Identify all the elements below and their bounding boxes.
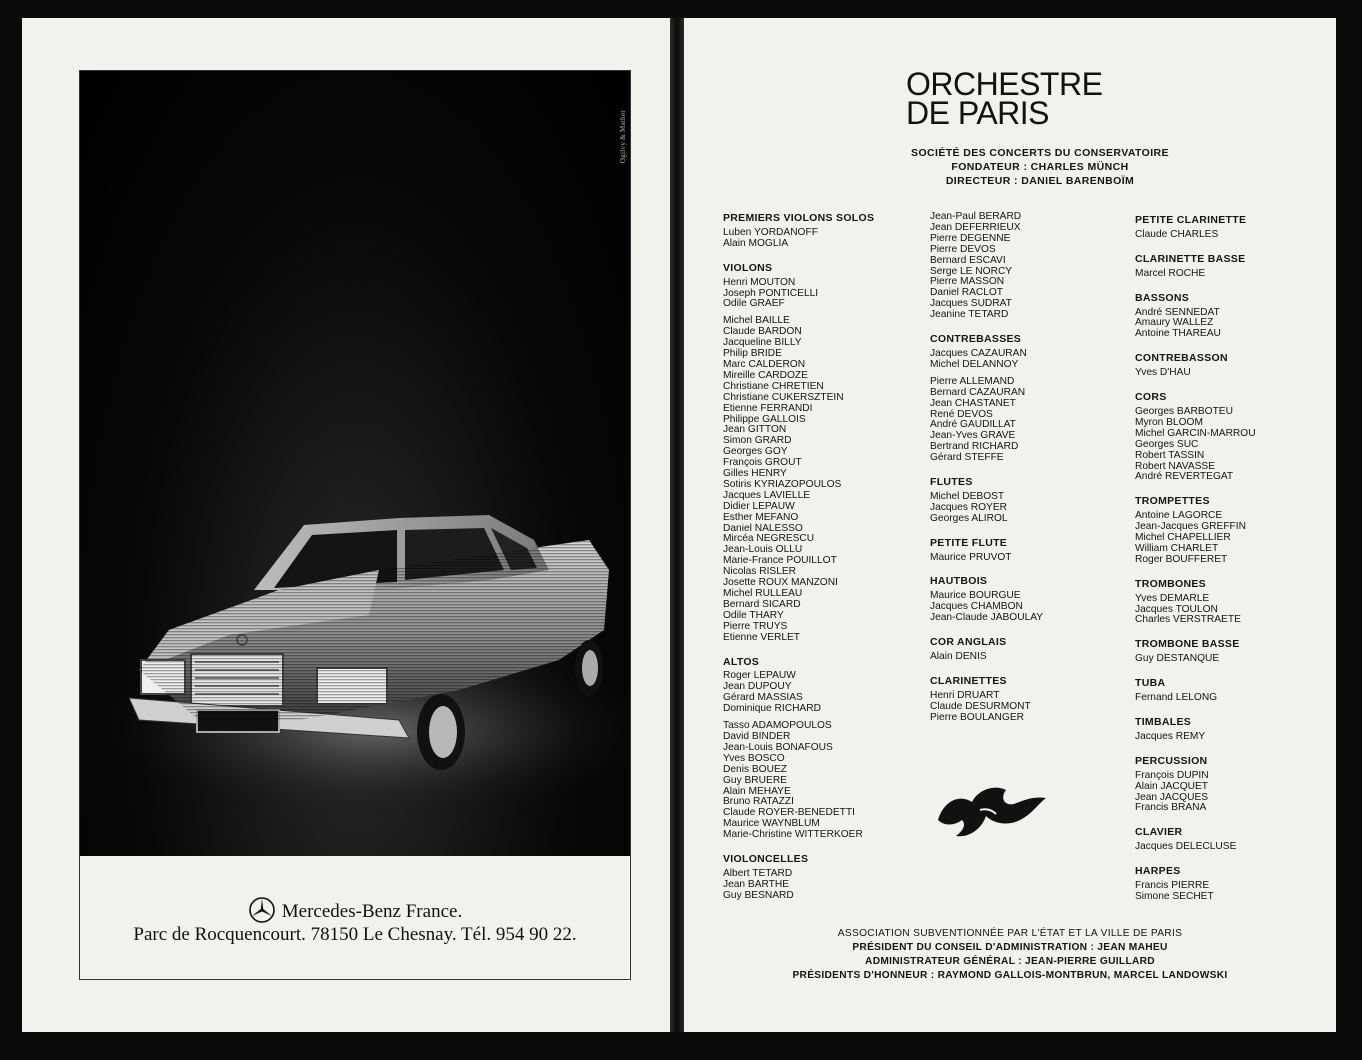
roster-column-1 [723,213,923,908]
musician-name: André GAUDILLAT [930,419,1016,431]
roster-section [1135,579,1335,627]
president-line: PRÉSIDENT DU CONSEIL D'ADMINISTRATION : JEAN MAHEU [852,942,1168,953]
brand-line [79,896,631,924]
musician-name: Alain DENIS [930,651,987,662]
musician-name: Jacques DELECLUSE [1135,841,1237,853]
roster-section [1135,496,1335,565]
musician-name: Bertrand RICHARD [930,441,1019,453]
section-title: VIOLONS [723,261,773,274]
musician-name: Guy BRUERE [723,774,787,786]
musician-name: Denis BOUEZ [723,763,787,775]
section-title: TROMPETTES [1135,495,1210,508]
name-group [1135,407,1335,483]
name-group [723,671,923,715]
musician-name: Henri DRUART [930,689,1000,701]
roster-section [1135,717,1335,743]
musician-name: Esther MEFANO [723,511,799,523]
musician-name: Yves DEMARLE [1135,592,1210,604]
musician-name: Philippe GALLOIS [723,413,806,425]
roster-section [1135,756,1335,815]
mercedes-star-icon [248,896,276,924]
roster-section [723,657,923,842]
musician-name: Michel DELANNOY [930,358,1019,370]
musician-name: Didier LEPAUW [723,500,795,512]
musician-name: Yves D'HAU [1135,367,1191,379]
musician-name: Daniel NALESSO [723,522,803,534]
roster-section [1135,215,1335,241]
musician-name: Robert NAVASSE [1135,460,1216,472]
musician-name: Pierre MASSON [930,276,1005,288]
roster-column-2 [930,212,1130,730]
musician-name: Jacqueline BILLY [723,337,802,349]
founder-line: FONDATEUR : CHARLES MÜNCH [951,161,1129,173]
musician-name: Michel BAILLE [723,315,790,327]
musician-name: Tasso ADAMOPOULOS [723,720,832,732]
musician-name: Marc CALDERON [723,358,806,370]
roster-section [1135,639,1335,665]
book-spine [670,18,684,1032]
musician-name: Gérard STEFFE [930,452,1004,464]
musician-name: Jean BARTHE [723,878,790,890]
ad-footer [79,856,631,980]
section-title: PERCUSSION [1135,754,1208,767]
roster-section [1135,353,1335,379]
musician-name: Jean-Jacques GREFFIN [1135,521,1246,533]
name-group [1135,308,1335,341]
name-group [1135,230,1335,241]
musician-name: Jeanine TETARD [930,309,1009,321]
name-group [930,652,1130,663]
roster-section [930,477,1130,525]
section-title: HARPES [1135,865,1181,878]
name-group [930,377,1130,464]
name-group [1135,368,1335,379]
section-title: TROMBONE BASSE [1135,638,1240,651]
section-title: CLAVIER [1135,826,1183,839]
musician-name: Alain MOGLIA [723,237,789,249]
musician-name: Antoine THAREAU [1135,328,1221,340]
section-title: CLARINETTE BASSE [1135,252,1246,265]
roster-section [930,576,1130,624]
roster-section [1135,678,1335,704]
musician-name: Georges SUC [1135,438,1199,450]
musician-name: Luben YORDANOFF [723,226,818,238]
musician-name: Henri MOUTON [723,276,796,288]
musician-name: Jacques CAZAURAN [930,347,1027,359]
musician-name: Guy BESNARD [723,889,794,901]
musician-name: Maurice BOURGUE [930,590,1021,602]
administration-footer [684,927,1336,983]
musician-name: Guy DESTANQUE [1135,653,1220,665]
name-group [723,721,923,841]
name-group [1135,511,1335,566]
musician-name: Michel RULLEAU [723,588,803,599]
musician-name: Etienne FERRANDI [723,402,813,414]
musician-name: Marcel ROCHE [1135,267,1206,279]
musician-name: Bruno RATAZZI [723,796,794,808]
musician-name: Claude BARDON [723,326,802,338]
association-line: ASSOCIATION SUBVENTIONNÉE PAR L'ÉTAT ET LA VILLE DE PARIS [837,928,1183,939]
name-group [723,869,923,902]
musician-name: William CHARLET [1135,542,1219,554]
musician-name: Daniel RACLOT [930,287,1004,299]
musician-name: Francis PIERRE [1135,880,1210,892]
section-title: TIMBALES [1135,716,1192,728]
musician-name: Pierre DEGENNE [930,232,1011,244]
roster-section [1135,392,1335,483]
musician-name: David BINDER [723,730,791,742]
dealer-address: Parc de Rocquencourt. 78150 Le Chesnay. Tél. 954 90 22. [133,924,577,945]
musician-name: Pierre DEVOS [930,243,996,255]
section-title: PREMIERS VIOLONS SOLOS [723,212,875,224]
musician-name: René DEVOS [930,408,993,420]
musician-name: Josette ROUX MANZONI [723,577,838,589]
musician-name: François GROUT [723,457,802,469]
musician-name: Bernard CAZAURAN [930,386,1026,398]
musician-name: Antoine LAGORCE [1135,510,1223,522]
musician-name: Albert TETARD [723,867,793,879]
musician-name: Jean GITTON [723,424,787,436]
musician-name: Pierre ALLEMAND [930,375,1015,387]
musician-name: Jean-Claude JABOULAY [930,612,1044,624]
musician-name: Jacques LAVIELLE [723,489,811,501]
musician-name: Michel GARCIN-MARROU [1135,427,1256,439]
musician-name: Jean-Yves GRAVE [930,430,1016,442]
musician-name: Charles VERSTRAETE [1135,614,1241,626]
photo-credit: Ogilvy & Mather [619,110,627,164]
society-line: SOCIÉTÉ DES CONCERTS DU CONSERVATOIRE [911,147,1169,159]
musician-name: Marie-France POUILLOT [723,555,837,567]
musician-name: Michel CHAPELLIER [1135,532,1231,544]
left-page [22,18,670,1032]
musician-name: Jean DEFERRIEUX [930,221,1021,233]
name-group [1135,732,1335,743]
section-title: TUBA [1135,677,1166,690]
musician-name: Jean-Paul BERARD [930,211,1022,222]
section-title: COR ANGLAIS [930,636,1007,649]
section-title: ALTOS [723,655,760,668]
administrator-line: ADMINISTRATEUR GÉNÉRAL : JEAN-PIERRE GUILLARD [865,956,1155,967]
musician-name: Roger BOUFFERET [1135,553,1228,565]
roster-section [723,263,923,644]
musician-name: Yves BOSCO [723,752,785,764]
roster-section [930,538,1130,564]
musician-name: Etienne VERLET [723,631,801,643]
musician-name: Simon GRARD [723,435,792,447]
roster-section [930,334,1130,464]
name-group [930,691,1130,724]
musician-name: Michel DEBOST [930,490,1005,502]
section-title: PETITE FLUTE [930,536,1008,549]
name-group [1135,881,1335,903]
name-group [930,212,1130,321]
name-group [930,492,1130,525]
musician-name: Dominique RICHARD [723,703,821,715]
section-title: PETITE CLARINETTE [1135,214,1247,226]
musician-name: Jacques ROYER [930,501,1008,513]
musician-name: Jean DUPOUY [723,681,792,693]
name-group [1135,771,1335,815]
right-page [684,18,1336,1032]
musician-name: Pierre TRUYS [723,620,788,632]
musician-name: Odile GRAEF [723,298,785,310]
musician-name: Jean-Louis OLLU [723,544,803,556]
musician-name: Serge LE NORCY [930,265,1013,277]
musician-name: Maurice PRUVOT [930,551,1012,563]
musician-name: Claude DESURMONT [930,700,1031,712]
roster-column-3 [1135,215,1335,909]
name-group [1135,269,1335,280]
roster-section [1135,866,1335,903]
musician-name: Alain JACQUET [1135,780,1209,792]
musician-name: Georges BARBOTEU [1135,405,1233,417]
musician-name: Christiane CUKERSZTEIN [723,391,844,403]
roster-section [723,854,923,902]
name-group [723,228,923,250]
musician-name: Mircéa NEGRESCU [723,533,815,545]
musician-name: Claude CHARLES [1135,228,1219,240]
name-group [1135,842,1335,853]
section-title: VIOLONCELLES [723,853,809,866]
roster-section [930,676,1130,724]
musician-name: Christiane CHRETIEN [723,380,824,392]
roster-section [1135,254,1335,280]
bird-emblem-icon [934,780,1054,842]
musician-name: Jacques SUDRAT [930,298,1012,310]
musician-name: Jacques TOULON [1135,603,1218,615]
name-group [1135,594,1335,627]
title-line-2: DE PARIS [906,95,1049,131]
musician-name: Bernard SICARD [723,598,801,610]
musician-name: Pierre BOULANGER [930,711,1024,723]
musician-name: Jean JACQUES [1135,791,1209,803]
musician-name: Philip BRIDE [723,348,782,360]
musician-name: Jean CHASTANET [930,397,1016,409]
roster-section [1135,293,1335,341]
roster-section [723,213,923,250]
title-line-1: ORCHESTRE [906,66,1103,102]
roster-section [930,212,1130,321]
musician-name: Jacques CHAMBON [930,601,1023,613]
orchestra-title [906,66,1103,131]
car-illustration [79,70,631,856]
musician-name: Alain MEHAYE [723,785,791,797]
musician-name: Jacques REMY [1135,730,1206,742]
name-group [930,349,1130,371]
musician-name: Fernand LELONG [1135,692,1218,704]
name-group [1135,654,1335,665]
section-title: CONTREBASSES [930,333,1022,346]
honorary-presidents-line: PRÉSIDENTS D'HONNEUR : RAYMOND GALLOIS-MONTBRUN, MARCEL LANDOWSKI [792,970,1228,981]
musician-name: Francis BRANA [1135,802,1207,814]
name-group [723,278,923,311]
roster-section [930,637,1130,663]
musician-name: Georges ALIROL [930,512,1008,524]
musician-name: Georges GOY [723,446,788,458]
name-group [930,591,1130,624]
section-title: CLARINETTES [930,674,1007,687]
section-title: HAUTBOIS [930,575,988,588]
musician-name: Maurice WAYNBLUM [723,818,820,830]
name-group [723,316,923,643]
musician-name: Robert TASSIN [1135,449,1205,461]
roster-section [1135,827,1335,853]
musician-name: Roger LEPAUW [723,670,796,682]
musician-name: Nicolas RISLER [723,566,797,578]
musician-name: François DUPIN [1135,769,1209,781]
section-title: TROMBONES [1135,577,1206,590]
musician-name: Mireille CARDOZE [723,369,808,381]
musician-name: Odile THARY [723,609,784,621]
musician-name: Joseph PONTICELLI [723,287,819,299]
section-title: FLUTES [930,476,973,489]
musician-name: André SENNEDAT [1135,306,1220,318]
musician-name: Jean-Louis BONAFOUS [723,741,833,753]
section-title: BASSONS [1135,291,1190,304]
musician-name: Sotiris KYRIAZOPOULOS [723,478,842,490]
musician-name: Gilles HENRY [723,468,787,480]
brand-name: Mercedes-Benz France. [281,901,463,922]
musician-name: Bernard ESCAVI [930,254,1006,266]
musician-name: Simone SECHET [1135,890,1214,902]
director-line: DIRECTEUR : DANIEL BARENBOÏM [945,175,1135,187]
section-title: CONTREBASSON [1135,352,1228,365]
musician-name: Myron BLOOM [1135,416,1203,428]
name-group [930,553,1130,564]
section-title: CORS [1135,391,1167,404]
musician-name: Claude ROYER-BENEDETTI [723,807,855,819]
musician-name: André REVERTEGAT [1135,471,1234,483]
musician-name: Marie-Christine WITTERKOER [723,829,863,841]
ad-photograph [79,70,631,856]
musician-name: Gérard MASSIAS [723,692,803,704]
musician-name: Amaury WALLEZ [1135,317,1214,329]
name-group [1135,693,1335,704]
